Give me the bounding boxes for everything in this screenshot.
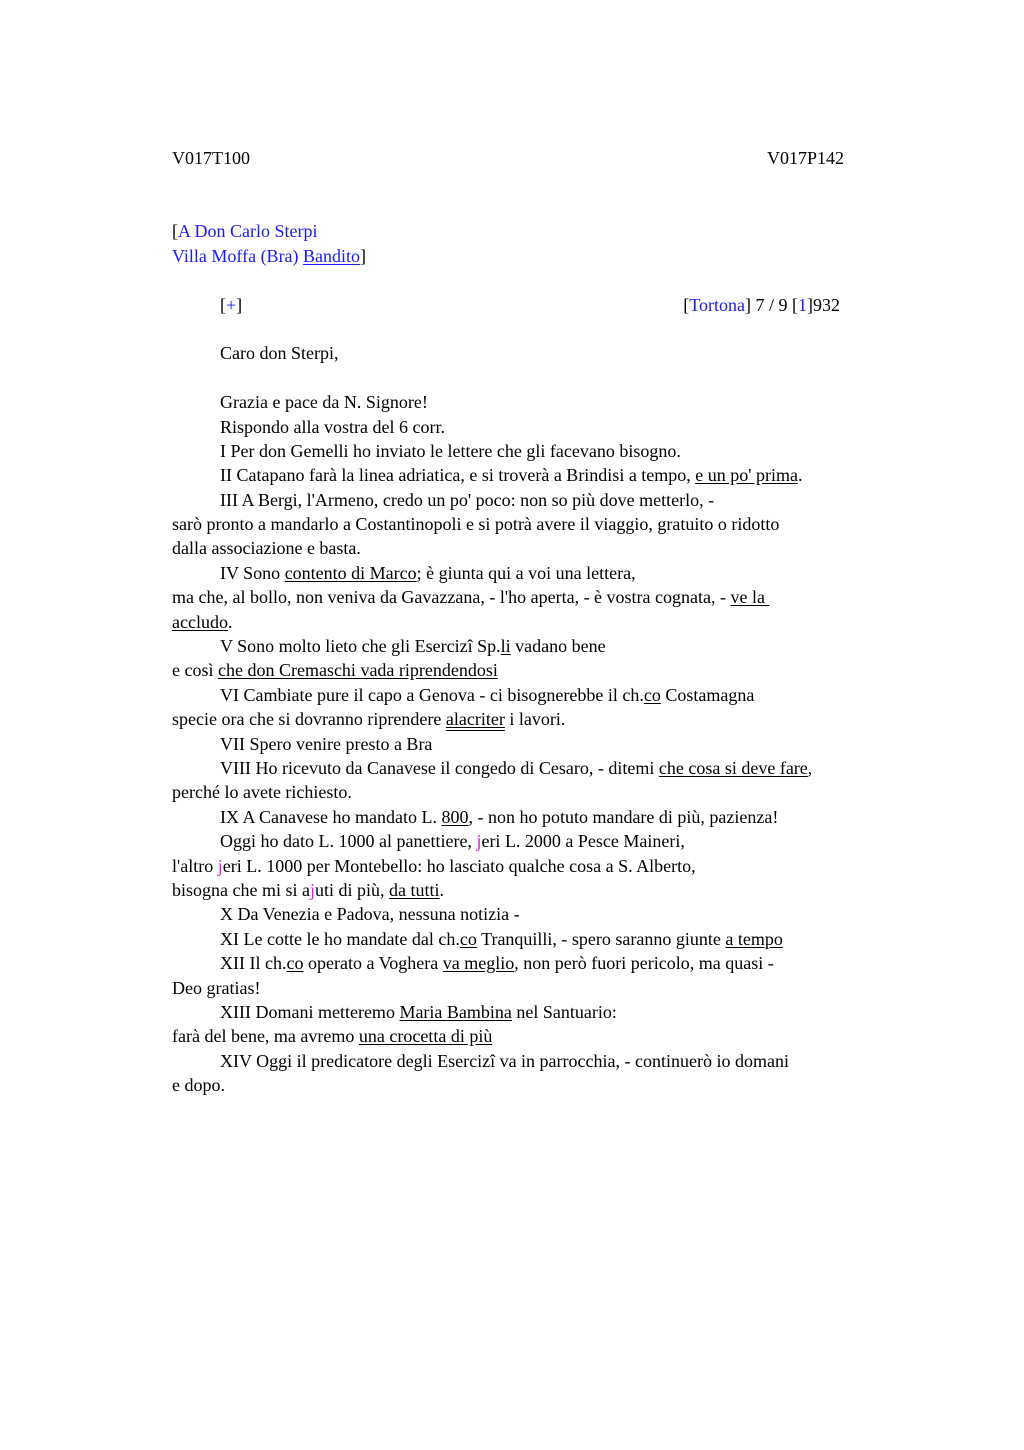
address-close-bracket: ] xyxy=(360,245,367,266)
body-line: specie ora che si dovranno riprendere alacriter i lavori. xyxy=(172,709,566,730)
body-line: I Per don Gemelli ho inviato le lettere che gli facevano bisogno. xyxy=(220,440,681,461)
date-year-rest: 932 xyxy=(813,294,840,315)
body-line: XIII Domani metteremo Maria Bambina nel Santuario: xyxy=(220,1001,617,1022)
body-line: X Da Venezia e Padova, nessuna notizia - xyxy=(220,904,520,925)
body-line: VIII Ho ricevuto da Canavese il congedo di Cesaro, - ditemi che cosa si deve fare, xyxy=(220,757,813,778)
date-place: [Tortona] 7 / 9 [1]932 xyxy=(683,294,840,315)
body-line: bisogna che mi si ajuti di più, da tutti. xyxy=(172,879,445,900)
body-line: Oggi ho dato L. 1000 al panettiere, jeri L. 2000 a Pesce Maineri, xyxy=(220,831,685,852)
date-city: Tortona xyxy=(689,294,745,315)
body-line: sarò pronto a mandarlo a Costantinopoli e si potrà avere il viaggio, gratuito o ridotto xyxy=(172,514,780,535)
dateline xyxy=(172,293,840,317)
body-line: Deo gratias! xyxy=(172,977,261,998)
body-line: accludo. xyxy=(172,611,233,632)
letter-page xyxy=(172,146,912,1097)
body-line: VI Cambiate pure il capo a Genova - ci bisognerebbe il ch.co Costamagna xyxy=(220,684,755,705)
body-line: XI Le cotte le ho mandate dal ch.co Tranquilli, - spero saranno giunte a tempo xyxy=(220,928,783,949)
body-line: V Sono molto lieto che gli Esercizî Sp.li vadano bene xyxy=(220,636,606,657)
address-place: Villa Moffa (Bra) xyxy=(172,245,299,266)
body-line: IX A Canavese ho mandato L. 800, - non ho potuto mandare di più, pazienza! xyxy=(220,806,779,827)
body-line: e così che don Cremaschi vada riprendendosi xyxy=(172,660,498,681)
body-line: IV Sono contento di Marco; è giunta qui a voi una lettera, xyxy=(220,562,636,583)
volume-text-code: V017T100 xyxy=(172,148,250,168)
body-line: ma che, al bollo, non veniva da Gavazzana, - l'ho aperta, - è vostra cognata, - ve la xyxy=(172,587,770,608)
letter-body xyxy=(172,390,912,1097)
body-line: Rispondo alla vostra del 6 corr. xyxy=(220,416,445,437)
body-line: XIV Oggi il predicatore degli Esercizî va in parrocchia, - continuerò io domani xyxy=(220,1050,789,1071)
body-line: l'altro jeri L. 1000 per Montebello: ho lasciato qualche cosa a S. Alberto, xyxy=(172,855,696,876)
body-line: VII Spero venire presto a Bra xyxy=(220,733,433,754)
date-day-month: 7 / 9 xyxy=(755,294,788,315)
salutation: Caro don Sterpi, xyxy=(220,343,339,364)
cross-mark: [+] xyxy=(220,294,243,315)
body-line: XII Il ch.co operato a Voghera va meglio, non però fuori pericolo, ma quasi - xyxy=(220,953,774,974)
body-line: III A Bergi, l'Armeno, credo un po' poco: non so più dove metterlo, - xyxy=(220,489,715,510)
cross-symbol: + xyxy=(226,294,237,315)
body-line: Grazia e pace da N. Signore! xyxy=(220,392,428,413)
body-line: dalla associazione e basta. xyxy=(172,538,361,559)
address-bandito: Bandito xyxy=(303,245,361,266)
body-line: II Catapano farà la linea adriatica, e si troverà a Brindisi a tempo, e un po' prima. xyxy=(220,465,803,486)
body-line: farà del bene, ma avremo una crocetta di più xyxy=(172,1026,493,1047)
address-recipient: A Don Carlo Sterpi xyxy=(178,221,318,242)
document-header xyxy=(172,146,844,170)
body-line: e dopo. xyxy=(172,1075,225,1096)
body-line: perché lo avete richiesto. xyxy=(172,782,352,803)
volume-page-code: V017P142 xyxy=(766,148,844,168)
date-year-digit: 1 xyxy=(798,294,807,315)
address-open-bracket: [ xyxy=(172,221,178,242)
address-block xyxy=(172,219,912,268)
